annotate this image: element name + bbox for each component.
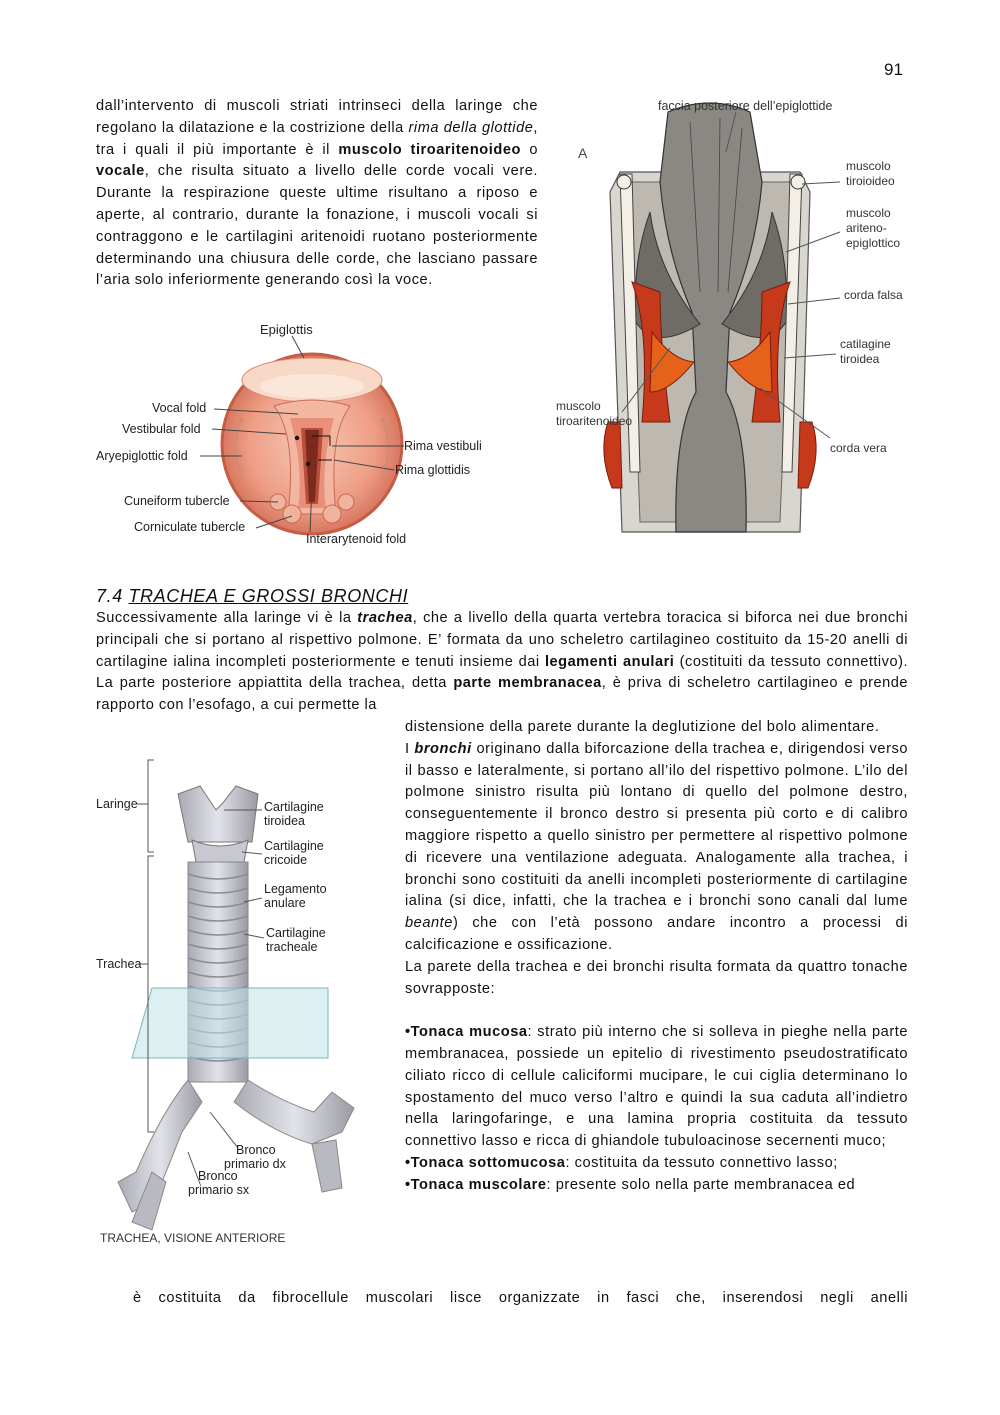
label-cart-tracheale-2: tracheale xyxy=(266,940,318,954)
label-cart-tracheale-1: Cartilagine xyxy=(266,926,326,940)
label-muscolo-tiroioideo-2: tiroioideo xyxy=(846,174,895,188)
top-paragraph xyxy=(96,96,538,292)
section-title: TRACHEA E GROSSI BRONCHI xyxy=(128,586,409,606)
label-tiroaritenoideo-2: tiroaritenoideo xyxy=(556,414,633,428)
tunic-muscolare xyxy=(405,1175,908,1197)
label-cart-tiroidea-2: tiroidea xyxy=(264,814,305,828)
label-bronco-dx-2: primario dx xyxy=(224,1157,286,1171)
label-cart-tiroidea-1: Cartilagine xyxy=(264,800,324,814)
trachea-figure xyxy=(92,752,392,1252)
tunic-sottomucosa xyxy=(405,1153,908,1175)
term-rima-glottide: rima della glottide xyxy=(408,119,534,136)
label-interarytenoid-fold: Interarytenoid fold xyxy=(306,532,407,546)
text-span: distensione della parete durante la deglutizione del bolo alimentare. xyxy=(405,719,880,735)
tunic-muscolare-label: •Tonaca muscolare xyxy=(405,1176,547,1193)
label-cart-cricoide-1: Cartilagine xyxy=(264,839,324,853)
wall-paragraph: La parete della trachea e dei bronchi risulta formata da quattro tonache sovrapposte: xyxy=(405,958,908,997)
page-number: 91 xyxy=(884,60,903,79)
label-legamento-2: anulare xyxy=(264,896,306,910)
text-span: dall’intervento di muscoli striati intrinseci della laringe che regolano la dilatazione e la costrizione della xyxy=(96,98,538,136)
label-bronco-dx-1: Bronco xyxy=(236,1143,276,1157)
label-catilagine-2: tiroidea xyxy=(840,352,880,366)
label-cart-cricoide-2: cricoide xyxy=(264,853,308,867)
label-epiglottis: Epiglottis xyxy=(260,322,313,337)
term-legamenti-anulari: legamenti anulari xyxy=(544,653,675,670)
text-span: , che a livello della quarta vertebra toracica si biforca nei due bronchi principali che si portano al rispettivo polmone. E’ formata da uno scheletro cartilagineo costituito da 15-20 anelli di cartilagine ialina incompleti posteriormente e tenuti insieme dai xyxy=(96,610,908,670)
larynx-illustration xyxy=(604,103,816,532)
label-cuneiform-tubercle: Cuneiform tubercle xyxy=(124,494,230,508)
term-vocale: vocale xyxy=(96,163,145,180)
figure-letter: A xyxy=(578,145,588,161)
section-number: 7.4 xyxy=(96,586,123,606)
label-tiroaritenoideo-1: muscolo xyxy=(556,399,601,413)
tunic-sottomucosa-label: •Tonaca sottomucosa xyxy=(405,1154,566,1171)
larynx-section-figure xyxy=(550,92,910,548)
bronchi-paragraph xyxy=(405,739,908,957)
label-faccia-posteriore: faccia posteriore dell’epiglottide xyxy=(658,99,833,113)
term-muscolo-tiroaritenoideo: muscolo tiroaritenoideo xyxy=(338,141,521,158)
section-heading xyxy=(96,586,408,607)
text-span: o xyxy=(520,141,538,158)
right-column xyxy=(405,717,908,1197)
term-bronchi: bronchi xyxy=(414,740,472,757)
glottis-illustration xyxy=(222,354,402,534)
label-trachea: Trachea xyxy=(96,957,142,971)
text-span: , tra i quali il più importante è il xyxy=(96,119,539,158)
label-muscolo-tiroioideo-1: muscolo xyxy=(846,159,891,173)
trachea-paragraph xyxy=(96,608,908,717)
label-corda-vera: corda vera xyxy=(830,441,887,455)
glottis-figure xyxy=(92,318,512,550)
label-laringe: Laringe xyxy=(96,797,138,811)
label-corniculate-tubercle: Corniculate tubercle xyxy=(134,520,246,534)
tunic-mucosa-label: •Tonaca mucosa xyxy=(405,1024,528,1041)
label-rima-vestibuli: Rima vestibuli xyxy=(404,439,482,453)
text-span: , che risulta situato a livello delle corde vocali vere. Durante la respirazione queste ultime risultano a riposo e aperte, al contrario, durante la fonazione, i muscoli vocali si contraggono e le cartilagini aritenoidi ruotano posteriormente determinando una chiusura delle corde, che lasciano passare l’aria solo inferiormente generando così la voce. xyxy=(96,163,538,289)
label-corda-falsa: corda falsa xyxy=(844,288,903,302)
label-bronco-sx-1: Bronco xyxy=(198,1169,238,1183)
tunic-mucosa xyxy=(405,1022,908,1153)
label-catilagine-1: catilagine xyxy=(840,337,891,351)
label-ariteno-3: epiglottico xyxy=(846,236,901,250)
label-ariteno-2: ariteno- xyxy=(846,221,887,235)
term-trachea: trachea xyxy=(357,610,413,626)
text-span: Successivamente alla laringe vi è la xyxy=(96,610,358,626)
label-ariteno-1: muscolo xyxy=(846,206,891,220)
text-span: (costituiti da tessuto connettivo). La parte posteriore appiattita della trachea, detta xyxy=(96,653,908,692)
final-line: è costituita da fibrocellule muscolari lisce organizzate in fasci che, inserendosi negli anelli xyxy=(133,1290,908,1306)
text-span: , è priva di scheletro cartilagineo e prende rapporto con l’esofago, a cui permette la xyxy=(96,675,908,714)
label-aryepiglottic-fold: Aryepiglottic fold xyxy=(96,449,188,463)
tunic-sottomucosa-text: : costituita da tessuto connettivo lasso; xyxy=(565,1154,838,1171)
label-bronco-sx-2: primario sx xyxy=(188,1183,250,1197)
text-span: originano dalla biforcazione della trachea e, dirigendosi verso il basso e lateralmente, si portano all’ilo del rispettivo polmone. L’ilo del polmone sinistro risulta più lontano di quello del polmone destro, conseguentemente il bronco destro si presenta più corto e di calibro maggiore rispetto a quello sinistro per permettere al rispettivo polmone di ricevere una ventilazione adeguata. Analogamente alla trachea, i bronchi sono costituiti da anelli incompleti posteriormente di cartilagine ialina (si dice, infatti, che la trachea e i bronchi sono canali dal lume xyxy=(405,740,908,910)
tunic-mucosa-text: : strato più interno che si solleva in pieghe nella parte membranacea, possiede un epitelio di rivestimento pseudostratificato ciliato ricco di cellule caliciformi mucipare, le cui ciglia determinano lo spostamento del muco verso l’altro e quindi la sua caduta all’indietro nella laringofaringe, e una lamina propria costituita da tessuto connettivo lasso e ricca di ghiandole tubuloacinose secernenti muco; xyxy=(405,1024,908,1150)
label-vocal-fold: Vocal fold xyxy=(152,401,207,415)
term-parte-membranacea: parte membranacea xyxy=(453,675,602,692)
tunic-muscolare-text: : presente solo nella parte membranacea ed xyxy=(546,1176,856,1193)
deglutition-paragraph xyxy=(405,717,908,739)
text-span: ) che con l’età possono andare incontro a processi di calcificazione e ossificazione. xyxy=(405,915,908,953)
term-beante: beante xyxy=(405,915,453,932)
text-span: I xyxy=(405,740,415,757)
label-vestibular-fold: Vestibular fold xyxy=(122,422,201,436)
trachea-figure-caption: TRACHEA, VISIONE ANTERIORE xyxy=(100,1231,286,1245)
label-legamento-1: Legamento xyxy=(264,882,327,896)
label-rima-glottidis: Rima glottidis xyxy=(395,463,471,477)
